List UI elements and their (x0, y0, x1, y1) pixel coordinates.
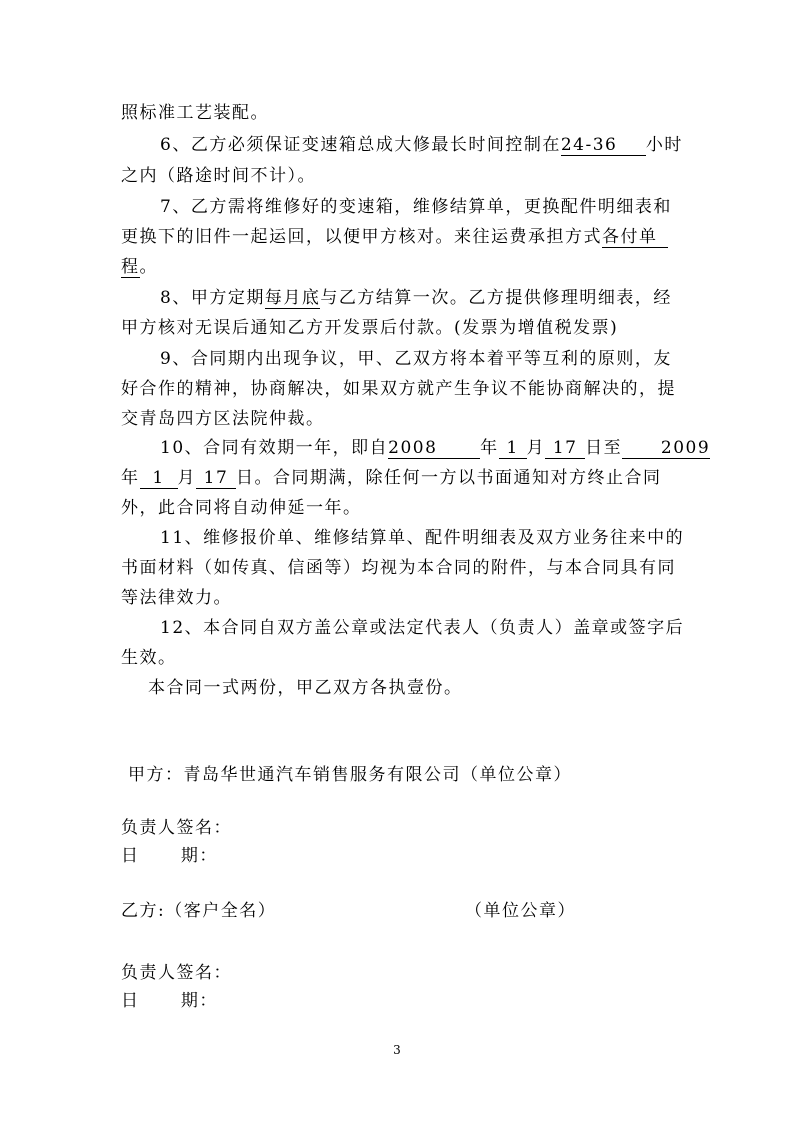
start-month-field: 1 (499, 439, 527, 459)
end-year-field: 2009 (622, 439, 710, 459)
clause-8-cont: 甲方核对无误后通知乙方开发票后付款。(发票为增值税发票) (121, 318, 619, 338)
settlement-period-field: 每月底 (264, 288, 321, 308)
freight-method-field: 各付单 (602, 228, 668, 248)
clause-12: 12、本合同自双方盖公章或法定代表人（负责人）盖章或签字后 (160, 618, 685, 638)
clause-11: 11、维修报价单、维修结算单、配件明细表及双方业务往来中的 (160, 528, 685, 548)
clause-10: 10、合同有效期一年，即自2008 年1月17日至 2009 (160, 438, 711, 458)
party-b-seal: （单位公章） (465, 901, 576, 921)
party-a-line: 甲方：青岛华世通汽车销售服务有限公司（单位公章） (128, 765, 572, 785)
clause-6-cont: 之内（路途时间不计）。 (121, 166, 316, 186)
party-b-date: 日 期： (121, 991, 218, 1011)
clause-9-end: 交青岛四方区法院仲裁。 (121, 409, 325, 429)
start-year-field: 2008 (388, 439, 480, 459)
clause-5-end: 照标准工艺装配。 (121, 103, 269, 123)
clause-9-cont: 好合作的精神，协商解决，如果双方就产生争议不能协商解决的，提 (121, 379, 676, 399)
clause-7-end: 程。 (121, 257, 158, 277)
clause-12-cont: 生效。 (121, 648, 177, 668)
clause-8: 8、甲方定期每月底与乙方结算一次。乙方提供修理明细表，经 (160, 288, 672, 308)
party-b-line: 乙方:（客户全名） (121, 901, 277, 921)
clause-10-cont: 年1月17日。合同期满，除任何一方以书面通知对方终止合同 (121, 468, 662, 488)
clause-7-cont: 更换下的旧件一起运回，以便甲方核对。来往运费承担方式各付单 (121, 222, 668, 248)
end-month-field: 1 (140, 469, 178, 489)
end-day-field: 17 (196, 469, 236, 489)
clause-11-end: 等法律效力。 (121, 588, 232, 608)
clause-6: 6、乙方必须保证变速箱总成大修最长时间控制在24-36小时 (160, 135, 683, 155)
copies-clause: 本合同一式两份，甲乙双方各执壹份。 (148, 678, 463, 698)
party-b-signature: 负责人签名： (121, 963, 232, 983)
party-a-signature: 负责人签名： (121, 818, 232, 838)
clause-9: 9、合同期内出现争议，甲、乙双方将本着平等互利的原则，友 (160, 349, 672, 369)
clause-10-end: 外，此合同将自动伸延一年。 (121, 498, 362, 518)
start-day-field: 17 (545, 439, 585, 459)
freight-method-field-cont: 程 (121, 257, 140, 277)
party-a-date: 日 期： (121, 846, 218, 866)
clause-7: 7、乙方需将维修好的变速箱，维修结算单，更换配件明细表和 (160, 197, 672, 217)
page-number: 3 (393, 1043, 401, 1057)
clause-11-cont: 书面材料（如传真、信函等）均视为本合同的附件，与本合同具有同 (121, 558, 676, 578)
repair-hours-field: 24-36 (561, 136, 646, 156)
